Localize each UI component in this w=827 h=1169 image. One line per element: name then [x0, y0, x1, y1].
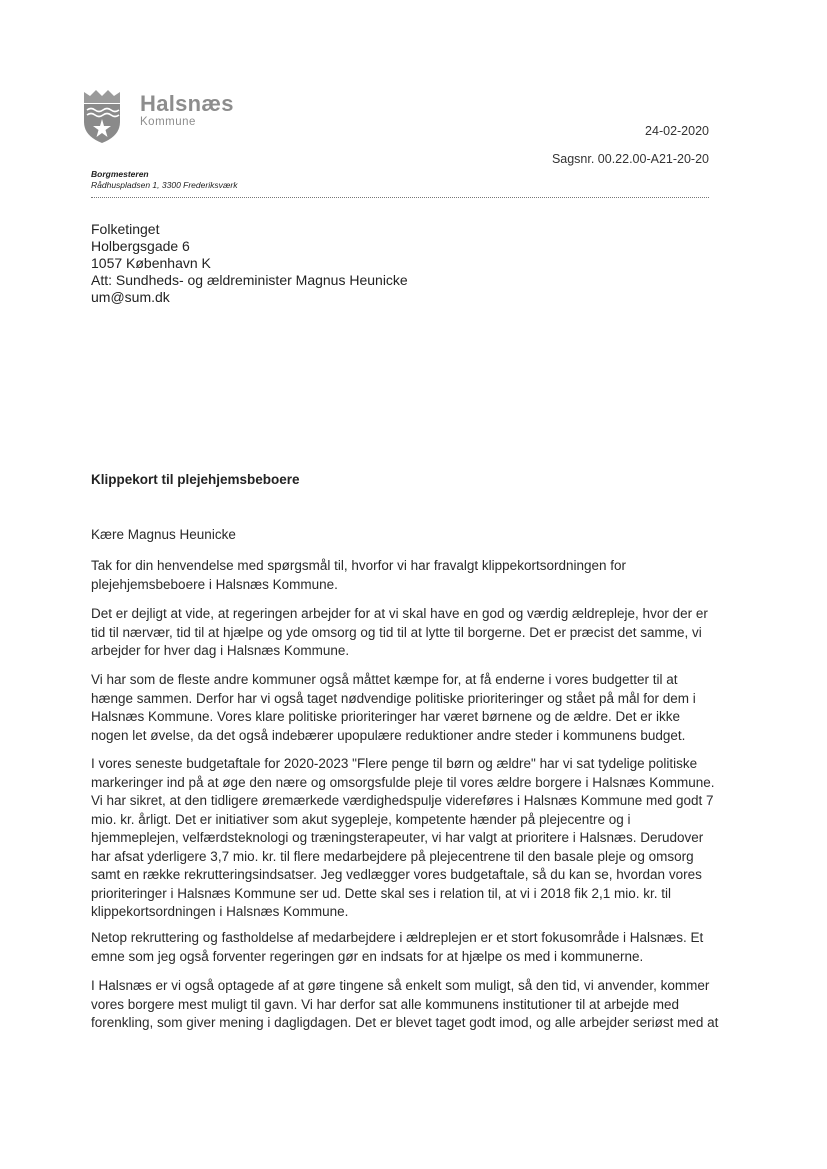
paragraph-line: Netop rekruttering og fastholdelse af medarbejdere i ældreplejen er et stort fokusområde i Halsnæs. Et: [91, 930, 704, 945]
header-divider: [91, 197, 709, 198]
logo-name: Halsnæs: [140, 91, 234, 116]
paragraph-line: klippekortsordningen i Halsnæs Kommune.: [91, 904, 349, 919]
body-paragraph: [91, 557, 731, 594]
recipient-email: um@sum.dk: [91, 289, 170, 305]
paragraph-line: mio. kr. årligt. Det er initiativer som akut sygepleje, kompetente hænder på plejecentre og i: [91, 811, 631, 827]
case-number: Sagsnr. 00.22.00-A21-20-20: [551, 152, 709, 166]
municipality-logo: [82, 88, 242, 148]
body-paragraph: [91, 755, 731, 922]
paragraph-line: I vores seneste budgetaftale for 2020-2023 "Flere penge til børn og ældre" har vi sat tydelige politiske: [91, 756, 698, 771]
recipient-line: Folketinget: [91, 221, 160, 237]
paragraph-line: hænge sammen. Derfor har vi også taget nødvendige politiske prioriteringer og stået på mål for dem i: [91, 690, 696, 706]
paragraph-line: samt en række rekrutteringsindsatser. Jeg vedlægger vores budgetaftale, så du kan se, hvordan vores: [91, 867, 702, 882]
paragraph-line: prioriteringer i Halsnæs Kommune ser ud. Dette skal ses i relation til, at vi i 2018 fik 2,1 mio. kr. til: [91, 885, 671, 901]
paragraph-line: tid til nærvær, tid til at hjælpe og yde omsorg og tid til at lytte til borgerne. Det er præcist det samme, vi: [91, 624, 702, 640]
paragraph-line: emne som jeg også forventer regeringen gør en indsats for at hjælpe os med i kommunerne.: [91, 948, 644, 964]
paragraph-line: vores borgere mest muligt til gavn. Vi har derfor sat alle kommunens institutioner til at arbejde med: [91, 996, 680, 1012]
paragraph-line: forenkling, som giver mening i dagligdagen. Det er blevet taget godt imod, og alle arbejder seriøst med at: [91, 1015, 719, 1030]
letter-date: 24-02-2020: [645, 124, 709, 138]
sender-block: [91, 169, 237, 191]
body-paragraph: [91, 977, 731, 1033]
paragraph-line: markeringer ind på at øge den nære og omsorgsfulde pleje til vores ældre borgere i Halsnæs Kommune.: [91, 774, 715, 790]
paragraph-line: I Halsnæs er vi også optagede af at gøre tingene så enkelt som muligt, så den tid, vi anvender, kommer: [91, 978, 710, 993]
sender-office: Borgmesteren: [91, 169, 149, 179]
paragraph-line: Halsnæs Kommune. Vores klare politiske prioriteringer har været børnene og de ældre. Det er ikke: [91, 709, 681, 724]
paragraph-line: arbejder for hver dag i Halsnæs Kommune.: [91, 643, 350, 658]
sender-address: Rådhuspladsen 1, 3300 Frederiksværk: [91, 180, 238, 190]
paragraph-line: nogen let øvelse, da det også indebærer upopulære reduktioner andre steder i kommunens budget.: [91, 727, 686, 743]
recipient-address: [91, 221, 408, 306]
paragraph-line: har afsat yderligere 3,7 mio. kr. til flere medarbejdere på plejecentrene til den basale pleje og omsorg: [91, 848, 694, 864]
paragraph-line: Vi har som de fleste andre kommuner også måttet kæmpe for, at få enderne i vores budgetter til at: [91, 672, 678, 687]
paragraph-line: hjemmeplejen, velfærdsteknologi og træningsterapeuter, vi har valgt at prioritere i Halsnæs. Derudover: [91, 830, 704, 845]
paragraph-line: plejehjemsbeboere i Halsnæs Kommune.: [91, 576, 338, 592]
letter-subject: Klippekort til plejehjemsbeboere: [91, 472, 300, 487]
logo-subtitle: Kommune: [140, 116, 196, 128]
body-paragraph: [91, 605, 731, 661]
recipient-line: 1057 København K: [91, 255, 211, 271]
recipient-line: Att: Sundheds- og ældreminister Magnus Heunicke: [91, 272, 408, 288]
halsnaes-coat-of-arms-icon: [82, 88, 122, 144]
letter-greeting: Kære Magnus Heunicke: [91, 527, 236, 542]
paragraph-line: Vi har sikret, at den tidligere øremærkede værdighedspulje videreføres i Halsnæs Kommune med godt 7: [91, 793, 714, 808]
body-paragraph: [91, 671, 731, 745]
body-paragraph: [91, 929, 731, 966]
paragraph-line: Det er dejligt at vide, at regeringen arbejder for at vi skal have en god og værdig ældrepleje, hvor der er: [91, 606, 708, 621]
recipient-line: Holbergsgade 6: [91, 238, 190, 254]
paragraph-line: Tak for din henvendelse med spørgsmål til, hvorfor vi har fravalgt klippekortsordningen for: [91, 558, 627, 573]
